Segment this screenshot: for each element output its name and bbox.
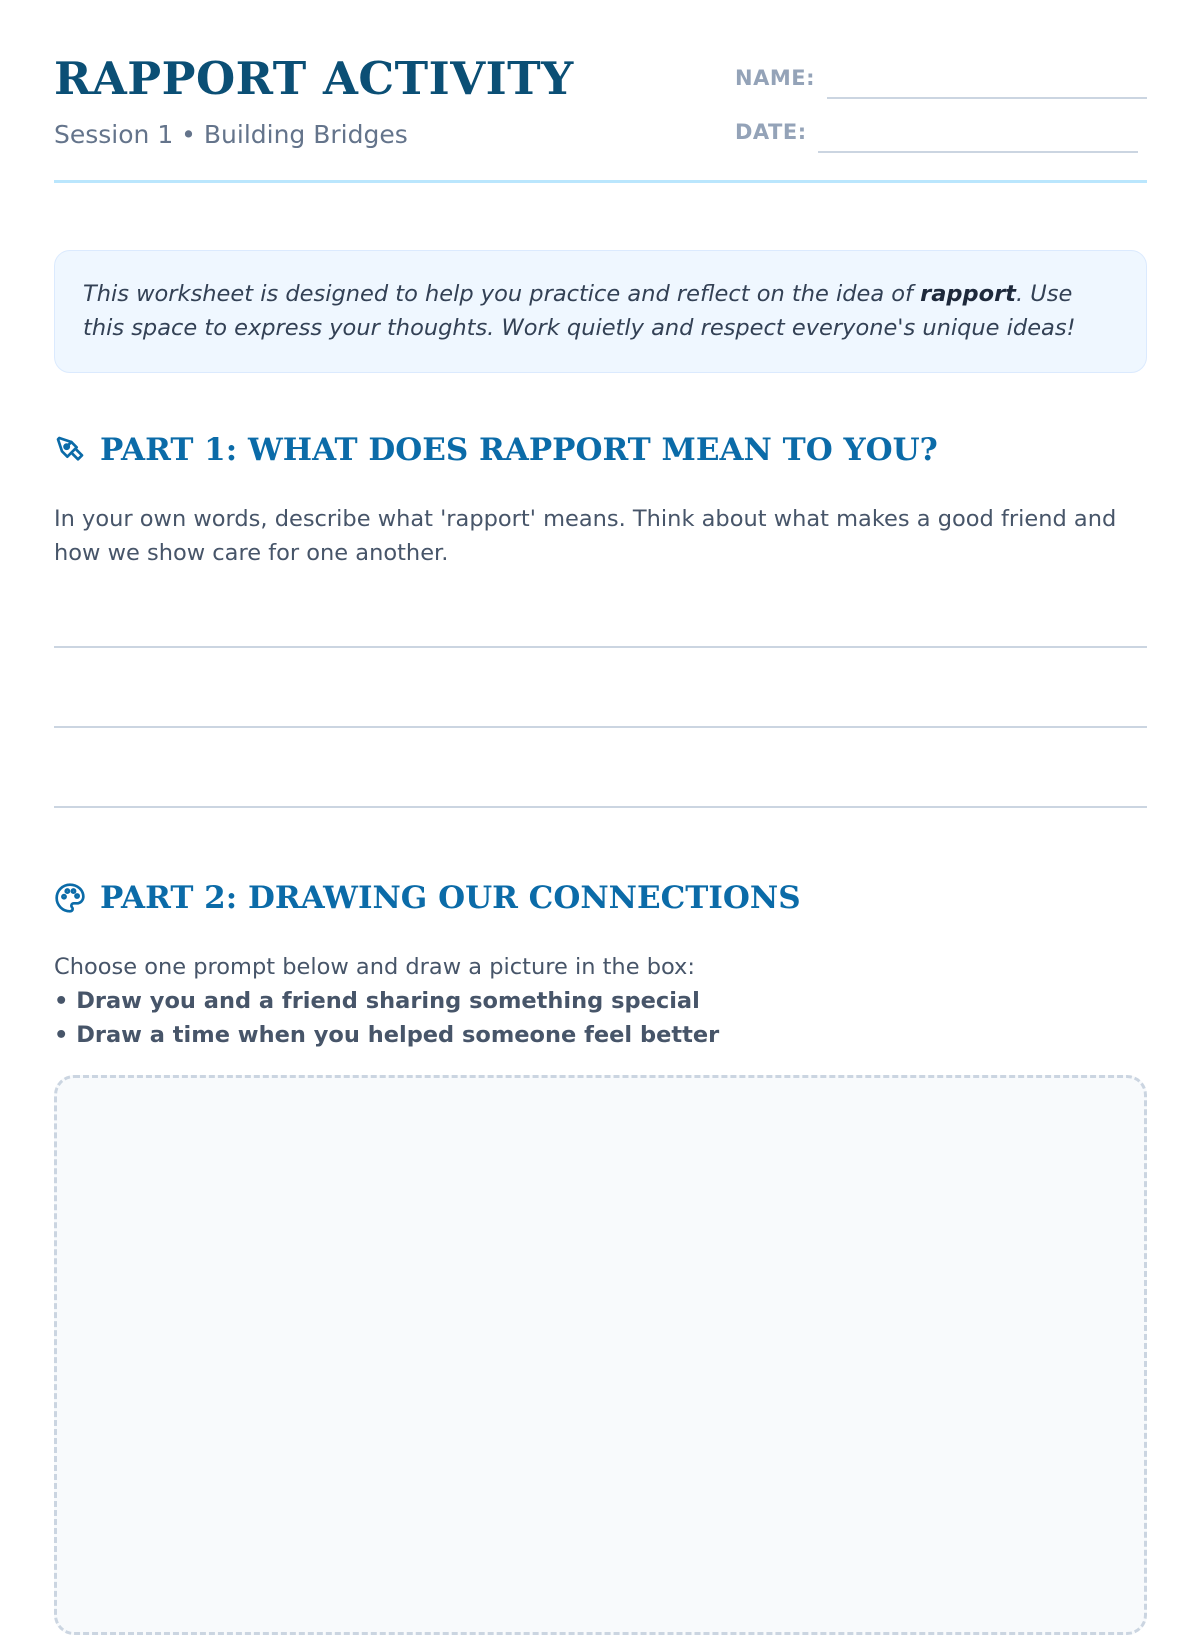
list-item: • Draw a time when you helped someone feel better [54, 1022, 720, 1048]
header-divider [54, 180, 1147, 183]
intro-box [54, 250, 1147, 373]
palette-icon [54, 882, 86, 914]
intro-text-after: . Use this space to express your thoughts. Work quietly and respect everyone's unique ideas! [83, 281, 1076, 341]
answer-line-1[interactable] [54, 646, 1147, 648]
date-label: DATE: [735, 120, 807, 144]
drawing-box[interactable] [54, 1075, 1147, 1635]
date-field[interactable] [735, 120, 807, 144]
intro-text-before: This worksheet is designed to help you practice and reflect on the idea of [83, 281, 921, 307]
answer-line-2[interactable] [54, 726, 1147, 728]
list-item: • Draw you and a friend sharing something special [54, 988, 700, 1014]
name-field[interactable] [735, 66, 815, 90]
name-input-line[interactable] [827, 97, 1147, 99]
page-title: RAPPORT ACTIVITY [54, 52, 574, 105]
intro-bold-word: rapport [920, 281, 1016, 307]
worksheet-header [54, 0, 1147, 186]
part2-prompt-block [54, 950, 1147, 1052]
pencil-icon [54, 434, 86, 466]
worksheet-page [54, 0, 1147, 1048]
date-input-line[interactable] [818, 151, 1138, 153]
answer-line-3[interactable] [54, 806, 1147, 808]
part1-prompt: In your own words, describe what 'rapport' means. Think about what makes a good friend and how we show care for one another. [54, 506, 1117, 566]
part1-title: PART 1: WHAT DOES RAPPORT MEAN TO YOU? [100, 432, 938, 468]
part2-heading [54, 880, 801, 916]
part2-prompt: Choose one prompt below and draw a picture in the box: [54, 954, 695, 980]
name-label: NAME: [735, 66, 815, 90]
part2-title: PART 2: DRAWING OUR CONNECTIONS [100, 880, 801, 916]
part1-heading [54, 432, 938, 468]
page-subtitle: Session 1 • Building Bridges [54, 120, 408, 149]
